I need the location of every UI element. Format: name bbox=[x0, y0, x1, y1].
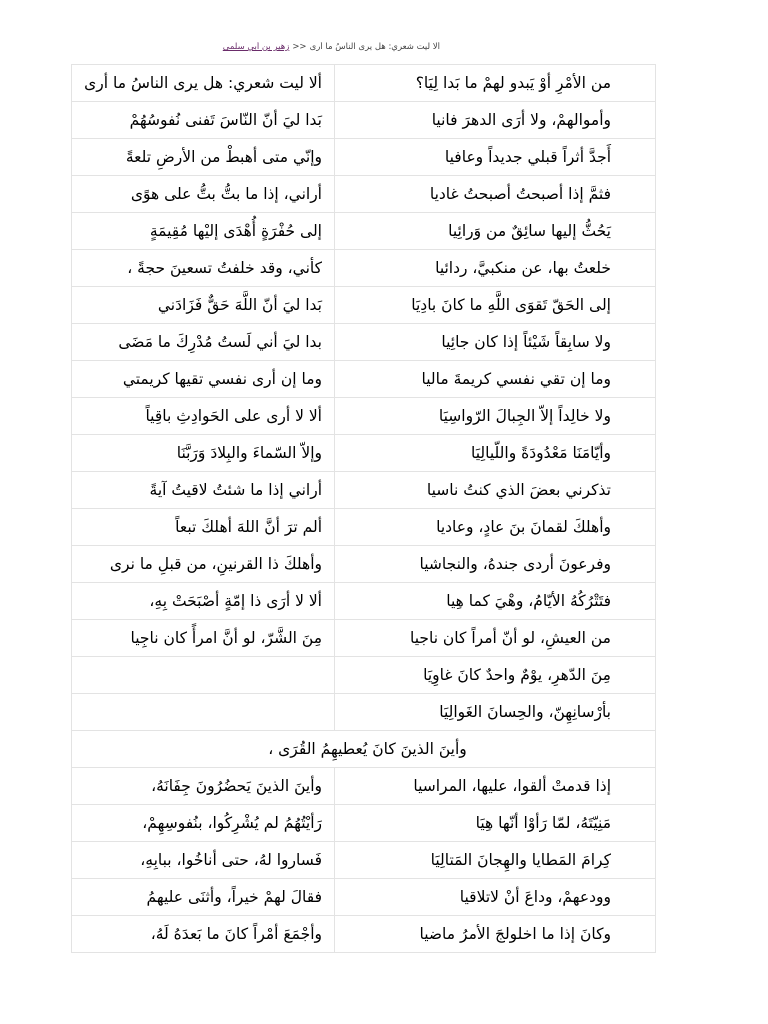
verse-first-hemistich: تذكرني بعضَ الذي كنتُ ناسيا bbox=[335, 472, 656, 509]
verse-second-hemistich: مِنَ الشَّرّ، لو أنَّ امرأً كان ناجِيا bbox=[72, 620, 335, 657]
verse-row bbox=[72, 842, 656, 879]
verse-row bbox=[72, 620, 656, 657]
breadcrumb bbox=[160, 42, 440, 56]
verse-first-hemistich: وأيّامَنَا مَعْدُودَةً واللّيالِيَا bbox=[335, 435, 656, 472]
verse-first-hemistich: خلعتُ بها، عن منكبيَّ، ردائيا bbox=[335, 250, 656, 287]
verse-second-hemistich: بدا ليَ أني لَستُ مُدْرِكَ ما مَضَى bbox=[72, 324, 335, 361]
verse-row bbox=[72, 583, 656, 620]
verse-row bbox=[72, 916, 656, 953]
verse-row bbox=[72, 287, 656, 324]
verse-second-hemistich: وما إن أرى نفسي تقيها كريمتي bbox=[72, 361, 335, 398]
verse-row bbox=[72, 361, 656, 398]
verse-first-hemistich: إذا قدمتْ ألقوا، عليها، المراسيا bbox=[335, 768, 656, 805]
verse-first-hemistich: وأموالهمْ، ولا أرَى الدهرَ فانيا bbox=[335, 102, 656, 139]
verse-row bbox=[72, 213, 656, 250]
verse-first-hemistich: ولا خالِداً إلاّ الجِبالَ الرّواسِيَا bbox=[335, 398, 656, 435]
verse-second-hemistich: وأينَ الذينَ يَحضُرُونَ جِفَانَهُ، bbox=[72, 768, 335, 805]
verse-second-hemistich: ألا لا أرَى ذا إمّةٍ أصْبَحَتْ بِهِ، bbox=[72, 583, 335, 620]
verse-second-hemistich: أراني إذا ما شئتُ لاقيتُ آيةً bbox=[72, 472, 335, 509]
verse-first-hemistich: من الأمْرِ أوْ يَبدو لهمْ ما بَدا لِيَا؟ bbox=[335, 65, 656, 102]
verse-second-hemistich: رَأيْتُهُمُ لم يُشْرِكُوا، بنُفوسِهِمْ، bbox=[72, 805, 335, 842]
verse-row bbox=[72, 176, 656, 213]
verse-row bbox=[72, 435, 656, 472]
verse-first-hemistich: من العيشِ، لو أنّ أمراً كان ناجيا bbox=[335, 620, 656, 657]
verse-first-hemistich: يَحُثُّ إليها سائِقٌ من وَرائِيا bbox=[335, 213, 656, 250]
verse-row bbox=[72, 805, 656, 842]
verse-row-merged bbox=[72, 731, 656, 768]
verse-second-hemistich: وأهلكَ ذا القرنينِ، من قبلِ ما نرى bbox=[72, 546, 335, 583]
verse-full-line: وأينَ الذينَ كانَ يُعطيهِمُ القُرَى ، bbox=[72, 731, 656, 768]
verse-row bbox=[72, 657, 656, 694]
verse-first-hemistich: كِرامَ المَطايا والهِجانَ المَتالِيَا bbox=[335, 842, 656, 879]
verse-second-hemistich: كأني، وقد خلفتُ تسعينَ حجةً ، bbox=[72, 250, 335, 287]
verse-first-hemistich: وأهلكَ لقمانَ بنَ عادٍ، وعاديا bbox=[335, 509, 656, 546]
verse-second-hemistich: وإلاّ السّماءَ والبِلادَ وَرَبَّنَا bbox=[72, 435, 335, 472]
verse-second-hemistich bbox=[72, 694, 335, 731]
verse-second-hemistich: بَدا ليَ أنّ النّاسَ تَفنى نُفوسُهُمْ bbox=[72, 102, 335, 139]
verse-second-hemistich: فَساروا لهُ، حتى أناخُوا، ببابِهِ، bbox=[72, 842, 335, 879]
verse-row bbox=[72, 509, 656, 546]
verse-second-hemistich: وأجْمَعَ أمْراً كانَ ما بَعدَهُ لَهُ، bbox=[72, 916, 335, 953]
verse-row bbox=[72, 102, 656, 139]
verse-row bbox=[72, 398, 656, 435]
verse-second-hemistich: إلى حُفْرَةٍ أُهْدَى إليْها مُقِيمَةٍ bbox=[72, 213, 335, 250]
breadcrumb-separator: << bbox=[292, 42, 307, 52]
verse-row bbox=[72, 768, 656, 805]
poem-table bbox=[71, 64, 656, 953]
verse-second-hemistich: أراني، إذا ما بتُّ بتُّ على هوًى bbox=[72, 176, 335, 213]
verse-second-hemistich: وإنّي متى أهبطْ من الأرضِ تلعةً bbox=[72, 139, 335, 176]
verse-row bbox=[72, 65, 656, 102]
verse-row bbox=[72, 546, 656, 583]
verse-row bbox=[72, 879, 656, 916]
verse-row bbox=[72, 472, 656, 509]
verse-first-hemistich: مَنِيّتَهُ، لمّا رَأوْا أنّها هِيَا bbox=[335, 805, 656, 842]
verse-row bbox=[72, 250, 656, 287]
verse-second-hemistich: فقالَ لهمْ خيراً، وأثنَى عليهمُ bbox=[72, 879, 335, 916]
verse-second-hemistich: ألم ترَ أنَّ اللهَ أهلكَ تبعاً bbox=[72, 509, 335, 546]
verse-first-hemistich: إلى الحَقّ تَقوَى اللَّهِ ما كانَ بادِيَا bbox=[335, 287, 656, 324]
verse-second-hemistich: ألا لا أرى على الحَوادِثِ باقِياً bbox=[72, 398, 335, 435]
verse-second-hemistich: ألا ليت شعري: هل يرى الناسُ ما أرى bbox=[72, 65, 335, 102]
breadcrumb-poet-link[interactable]: زهير بن أبي سلمى bbox=[222, 42, 290, 52]
verse-first-hemistich: وفرعونَ أردى جندهُ، والنجاشيا bbox=[335, 546, 656, 583]
verse-second-hemistich bbox=[72, 657, 335, 694]
verse-first-hemistich: فتَتْرُكُهُ الأيّامُ، وهْيَ كما هِيا bbox=[335, 583, 656, 620]
verse-first-hemistich: ولا سابِقاً شَيْئاً إذا كان جائِيا bbox=[335, 324, 656, 361]
verse-row bbox=[72, 694, 656, 731]
verse-first-hemistich: وما إن تقي نفسي كريمةَ ماليا bbox=[335, 361, 656, 398]
verse-second-hemistich: بَدا ليَ أنّ اللَّهَ حَقٌّ فَزَادَني bbox=[72, 287, 335, 324]
verse-first-hemistich: وكانَ إذا ما اخلولجَ الأمرُ ماضيا bbox=[335, 916, 656, 953]
verse-first-hemistich: بأرْسانِهِنّ، والحِسانَ الغَوالِيَا bbox=[335, 694, 656, 731]
verse-first-hemistich: مِنَ الدّهرِ، يوْمٌ واحدٌ كانَ غاوِيَا bbox=[335, 657, 656, 694]
verse-first-hemistich: فثمَّ إذا أصبحتُ أصبحتُ غاديا bbox=[335, 176, 656, 213]
verse-first-hemistich: أَجدَّ أثراً قبلي جديداً وعافيا bbox=[335, 139, 656, 176]
verse-row bbox=[72, 139, 656, 176]
verse-first-hemistich: وودعهمْ، وداعَ أنْ لاتلاقيا bbox=[335, 879, 656, 916]
verse-row bbox=[72, 324, 656, 361]
breadcrumb-page-title: ألا ليت شعري: هل يرى الناسُ ما أرى bbox=[309, 42, 440, 52]
